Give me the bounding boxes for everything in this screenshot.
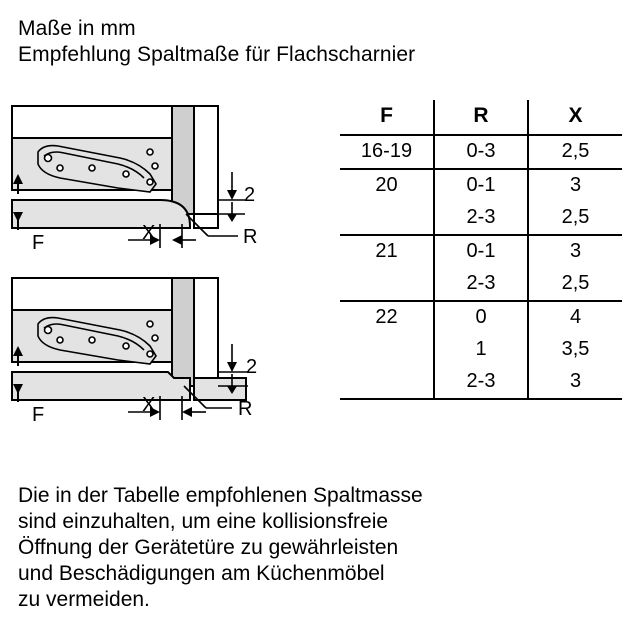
- cell-r: 2-3: [434, 268, 528, 301]
- cell-r: 2-3: [434, 366, 528, 399]
- cell-x: 2,5: [561, 272, 590, 294]
- cell-r: 0-3: [434, 135, 528, 169]
- table-body: [340, 135, 622, 399]
- cell-r: 0-1: [434, 169, 528, 202]
- table-row: [340, 169, 622, 202]
- cell-r: 2-3: [434, 202, 528, 235]
- note-line-3: Öffnung der Gerätetüre zu gewährleisten: [18, 536, 399, 559]
- cell-x: 3,5: [561, 338, 590, 360]
- table-row: [340, 366, 622, 399]
- table-row: [340, 301, 622, 334]
- cell-f: [340, 366, 434, 399]
- cell-r: 0: [434, 301, 528, 334]
- table-row: [340, 202, 622, 235]
- cell-f: 22: [340, 301, 434, 334]
- cell-x: 3: [528, 235, 622, 268]
- page-title-line2: Empfehlung Spaltmaße für Flachscharnier: [18, 43, 416, 66]
- label-upper-f: F: [32, 232, 45, 254]
- note-paragraph: [18, 483, 618, 613]
- table-header-r: R: [434, 100, 528, 135]
- label-lower-r: R: [238, 398, 253, 420]
- note-line-5: zu vermeiden.: [18, 588, 150, 611]
- table-header-f: F: [340, 100, 434, 135]
- label-upper-gap: 2: [244, 184, 256, 206]
- cell-r: 1: [434, 334, 528, 366]
- cell-f: 21: [340, 235, 434, 268]
- table-row: [340, 235, 622, 268]
- cell-f: 20: [340, 169, 434, 202]
- page-title-line1: Maße in mm: [18, 17, 136, 40]
- cell-f: [340, 334, 434, 366]
- note-line-4: und Beschädigungen am Küchenmöbel: [18, 562, 385, 585]
- label-lower-gap: 2: [246, 356, 258, 378]
- cell-f: 16-19: [340, 135, 434, 169]
- cell-f: [340, 202, 434, 235]
- table-row: [340, 135, 622, 169]
- hinge-clearance-diagrams: [0, 96, 330, 436]
- table-header-x: X: [568, 104, 583, 127]
- cell-x: 2,5: [561, 206, 590, 228]
- label-lower-x: X: [142, 394, 156, 416]
- label-lower-f: F: [32, 404, 45, 426]
- note-line-2: sind einzuhalten, um eine kollisionsfreie: [18, 510, 389, 533]
- clearance-table: [340, 100, 622, 400]
- table-row: [340, 334, 622, 366]
- cell-x: 4: [528, 301, 622, 334]
- cell-r: 0-1: [434, 235, 528, 268]
- table-row: [340, 268, 622, 301]
- label-upper-x: X: [142, 222, 156, 244]
- note-line-1: Die in der Tabelle empfohlenen Spaltmasse: [18, 484, 423, 507]
- table-header-row: [340, 100, 622, 135]
- cell-x: 3: [528, 169, 622, 202]
- cell-f: [340, 268, 434, 301]
- cell-x: 3: [528, 366, 622, 399]
- label-upper-r: R: [243, 226, 258, 248]
- cell-x: 2,5: [561, 140, 590, 162]
